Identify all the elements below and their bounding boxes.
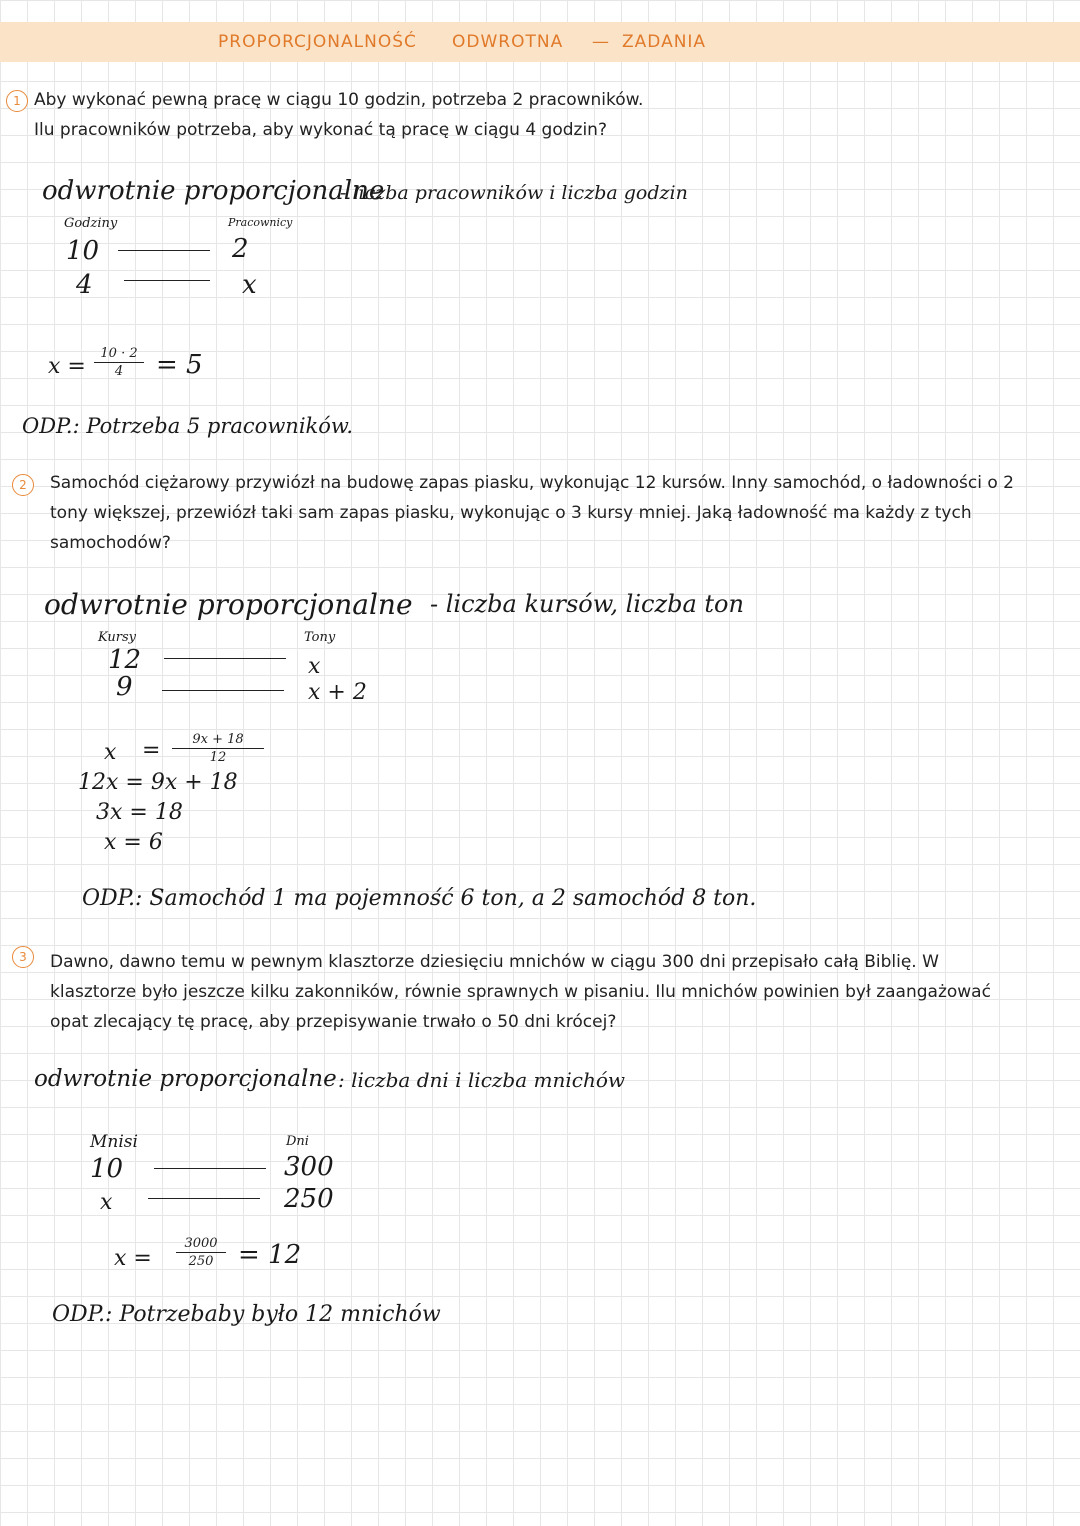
task-3-eq-rhs: = 12 xyxy=(238,1240,302,1270)
task-2-col1-header: Kursy xyxy=(98,630,137,645)
task-line: Aby wykonać pewną pracę w ciągu 10 godzin, potrzeba 2 pracowników. xyxy=(34,90,644,110)
task-number-3: 3 xyxy=(12,946,34,968)
task-3-row1-b: 300 xyxy=(284,1152,334,1182)
task-line: opat zlecający tę pracę, aby przepisywanie trwało o 50 dni krócej? xyxy=(50,1012,617,1032)
fraction-numerator: 9x + 18 xyxy=(192,732,244,747)
task-3-row1-line xyxy=(154,1168,266,1169)
task-3-relation-rest: : liczba dni i liczba mnichów xyxy=(338,1068,626,1092)
task-1-relation: odwrotnie proporcjonalne xyxy=(42,176,385,206)
task-1-eq-lhs: x = xyxy=(48,354,86,379)
fraction-bar xyxy=(94,362,144,363)
task-1-fraction xyxy=(94,346,144,379)
task-2-step1-eq: = xyxy=(142,738,161,763)
task-1-text xyxy=(34,85,643,145)
task-line: klasztorze było jeszcze kilku zakonników, równie sprawnych w pisaniu. Ilu mnichów powinien był zaangażować xyxy=(50,982,991,1002)
task-1-row2-a: 4 xyxy=(76,270,93,300)
page-title-dash: — xyxy=(592,32,610,52)
fraction-denominator: 12 xyxy=(209,750,227,765)
task-line: Ilu pracowników potrzeba, aby wykonać tą pracę w ciągu 4 godzin? xyxy=(34,120,607,140)
task-1-col2-header: Pracownicy xyxy=(228,216,293,229)
task-1-col1-header: Godziny xyxy=(64,216,118,231)
task-2-row2-b: x + 2 xyxy=(308,680,367,705)
task-line: Samochód ciężarowy przywiózł na budowę zapas piasku, wykonując 12 kursów. Inny samochód, o ładowności o 2 xyxy=(50,473,1014,493)
task-line: tony większej, przewiózł taki sam zapas piasku, wykonując o 3 kursy mniej. Jaką ładowność ma każdy z tych xyxy=(50,503,972,523)
task-2-row1-b: x xyxy=(308,654,321,679)
task-3-text xyxy=(50,947,991,1037)
task-3-eq-lhs: x = xyxy=(114,1246,152,1271)
task-2-step3: 3x = 18 xyxy=(96,800,183,825)
task-3-relation: odwrotnie proporcjonalne xyxy=(34,1066,337,1092)
page-title-part1: PROPORCJONALNOŚĆ xyxy=(218,32,417,52)
task-line: samochodów? xyxy=(50,533,171,553)
task-number-1: 1 xyxy=(6,90,28,112)
fraction-bar xyxy=(176,1252,226,1253)
task-2-col2-header: Tony xyxy=(304,630,336,645)
task-3-col1-header: Mnisi xyxy=(90,1132,138,1152)
fraction-numerator: 3000 xyxy=(184,1236,218,1251)
page-title-part2: ODWROTNA xyxy=(452,32,564,52)
task-3-row1-a: 10 xyxy=(90,1154,124,1184)
task-2-relation: odwrotnie proporcjonalne xyxy=(44,588,413,621)
task-2-row1-a: 12 xyxy=(108,645,142,675)
task-number-2: 2 xyxy=(12,474,34,496)
task-3-row2-a: x xyxy=(100,1190,113,1215)
task-2-step1-lhs: x xyxy=(104,740,117,765)
task-2-text xyxy=(50,468,1014,558)
fraction-numerator: 10 · 2 xyxy=(100,346,138,361)
task-1-relation-rest: - liczba pracowników i liczba godzin xyxy=(340,182,688,204)
task-3-fraction xyxy=(176,1236,226,1269)
task-2-row1-line xyxy=(164,658,286,659)
task-2-answer: ODP.: Samochód 1 ma pojemność 6 ton, a 2 samochód 8 ton. xyxy=(82,886,757,911)
task-1-row1-line xyxy=(118,250,210,251)
task-1-row1-a: 10 xyxy=(66,236,100,266)
task-1-row2-b: x xyxy=(242,270,257,300)
task-2-fraction xyxy=(172,732,264,765)
task-2-row2-a: 9 xyxy=(116,672,133,702)
task-1-answer: ODP.: Potrzeba 5 pracowników. xyxy=(22,414,354,438)
task-2-step2: 12x = 9x + 18 xyxy=(78,770,238,795)
fraction-denominator: 4 xyxy=(114,364,124,379)
task-1-row1-b: 2 xyxy=(232,234,249,264)
task-3-row2-b: 250 xyxy=(284,1184,334,1214)
task-line: Dawno, dawno temu w pewnym klasztorze dziesięciu mnichów w ciągu 300 dni przepisało całą Biblię. W xyxy=(50,952,939,972)
task-3-col2-header: Dni xyxy=(286,1134,309,1149)
task-2-row2-line xyxy=(162,690,284,691)
task-2-step4: x = 6 xyxy=(104,830,163,855)
task-3-answer: ODP.: Potrzebaby było 12 mnichów xyxy=(52,1302,441,1327)
task-1-row2-line xyxy=(124,280,210,281)
task-1-eq-rhs: = 5 xyxy=(156,350,203,380)
task-3-row2-line xyxy=(148,1198,260,1199)
page-title-part3: ZADANIA xyxy=(622,32,707,52)
task-2-relation-rest: - liczba kursów, liczba ton xyxy=(430,590,744,618)
fraction-denominator: 250 xyxy=(188,1254,214,1269)
fraction-bar xyxy=(172,748,264,749)
